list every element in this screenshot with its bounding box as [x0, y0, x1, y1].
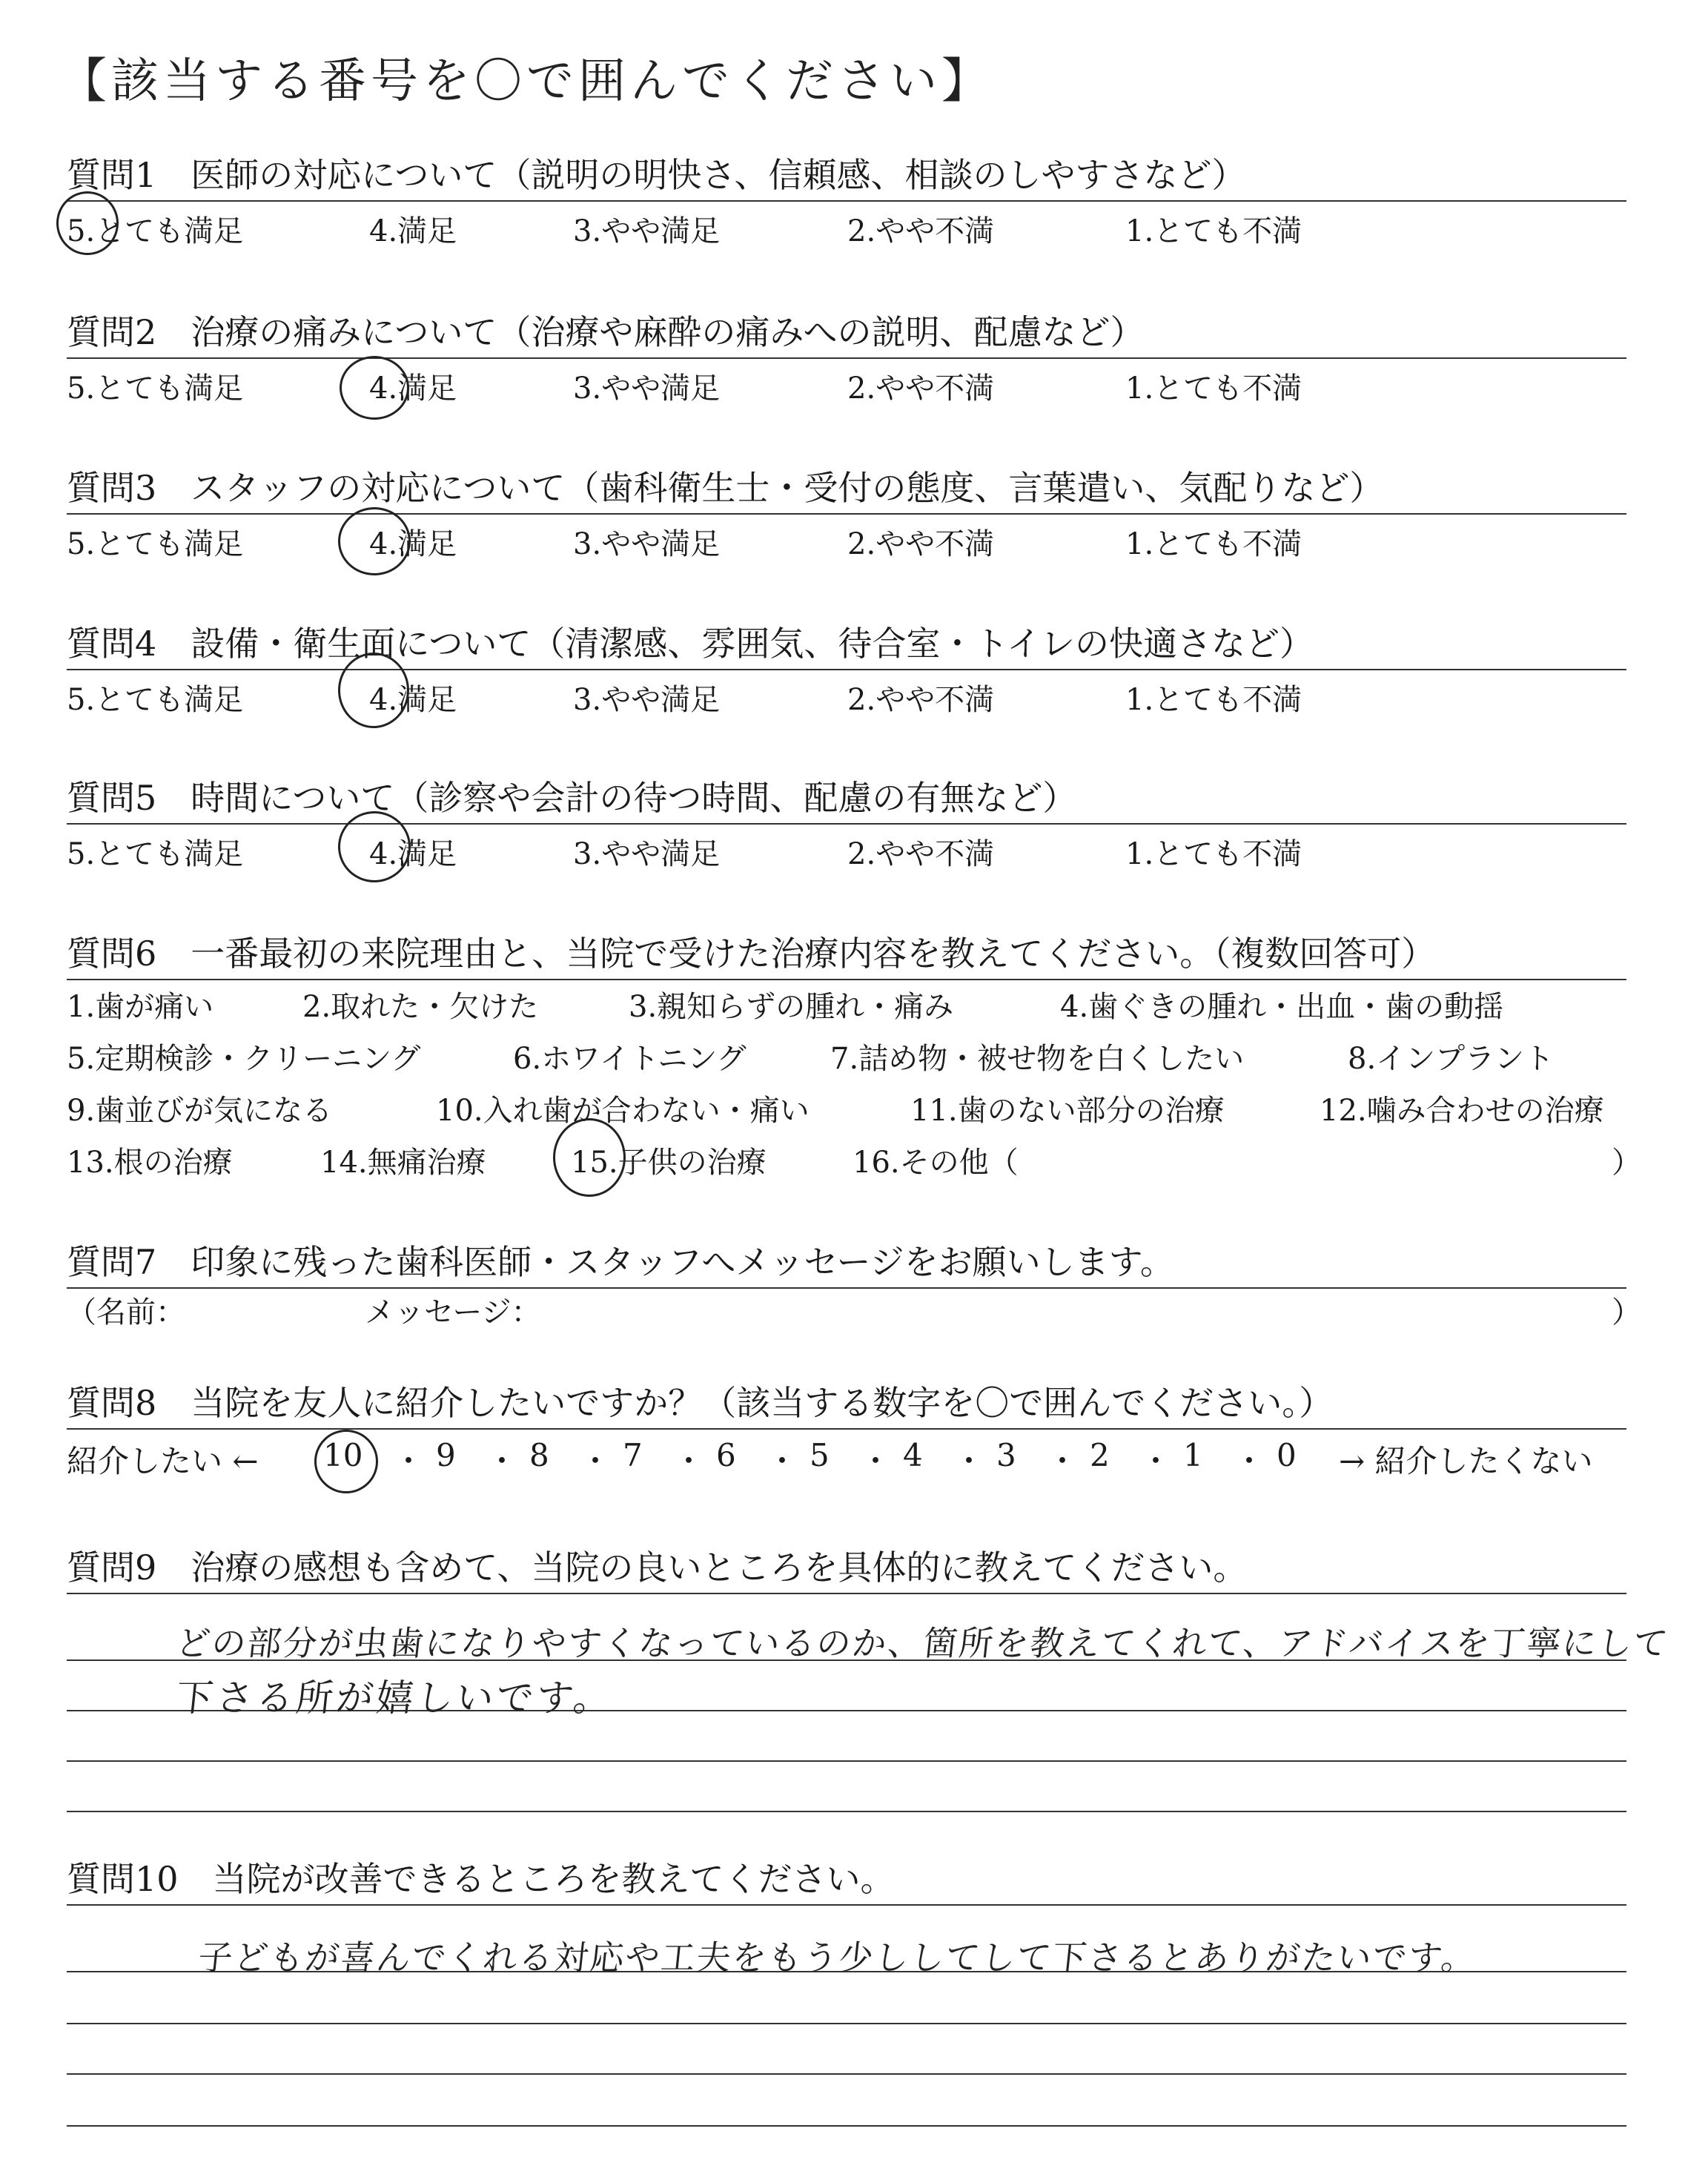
q3-option-5[interactable]: 5.とても満足 — [67, 527, 244, 561]
question-7-text: 質問7 印象に残った歯科医師・スタッフへメッセージをお願いします。 — [67, 1242, 1174, 1282]
question-5-text: 質問5 時間について（診察や会計の待つ時間、配慮の有無など） — [67, 778, 1077, 818]
q2-option-5[interactable]: 5.とても満足 — [67, 371, 244, 406]
q2-option-3[interactable]: 3.やや満足 — [573, 371, 721, 406]
question-6 — [67, 928, 1626, 980]
q7-close: ） — [1612, 1295, 1641, 1330]
question-1-text: 質問1 医師の対応について（説明の明快さ、信頼感、相談のしやすさなど） — [67, 155, 1246, 195]
question-1-rule — [67, 200, 1626, 202]
q8-scale-5[interactable]: 5 — [810, 1437, 830, 1473]
question-8 — [67, 1378, 1626, 1430]
q8-selection-circle — [314, 1430, 378, 1493]
q8-scale-10[interactable]: 10 — [323, 1437, 363, 1473]
q6-choice-6[interactable]: 6.ホワイトニング — [513, 1042, 747, 1076]
q8-scale-1[interactable]: 1 — [1183, 1437, 1203, 1473]
q8-scale-0[interactable]: 0 — [1277, 1437, 1297, 1473]
q6-choice-16[interactable]: 16.その他（ — [853, 1146, 1019, 1180]
q6-choice-10[interactable]: 10.入れ歯が合わない・痛い — [436, 1094, 810, 1128]
q9-answer-line — [67, 1811, 1626, 1812]
q8-right-label: → 紹介したくない — [1339, 1443, 1593, 1479]
q2-selection-circle — [340, 356, 409, 420]
q8-left-label: 紹介したい ← — [67, 1443, 259, 1479]
q6-choice-7[interactable]: 7.詰め物・被せ物を白くしたい — [830, 1042, 1245, 1076]
q8-scale-7[interactable]: 7 — [623, 1437, 643, 1473]
q6-other-close: ） — [1612, 1146, 1641, 1180]
question-4-text: 質問4 設備・衛生面について（清潔感、雰囲気、待合室・トイレの快適さなど） — [67, 624, 1314, 664]
question-8-text: 質問8 当院を友人に紹介したいですか？（該当する数字を〇で囲んでください。） — [67, 1383, 1334, 1423]
q6-choice-8[interactable]: 8.インプラント — [1348, 1042, 1555, 1076]
q8-scale-2[interactable]: 2 — [1090, 1437, 1110, 1473]
q8-scale-9[interactable]: 9 — [436, 1437, 456, 1473]
q6-selection-circle — [553, 1118, 626, 1197]
q8-scale-8[interactable]: 8 — [529, 1437, 549, 1473]
question-4 — [67, 618, 1626, 670]
q6-choice-12[interactable]: 12.噛み合わせの治療 — [1320, 1094, 1604, 1128]
q6-choice-11[interactable]: 11.歯のない部分の治療 — [910, 1094, 1225, 1128]
q8-scale-4[interactable]: 4 — [903, 1437, 923, 1473]
q8-sep: ・ — [953, 1443, 985, 1479]
q8-sep: ・ — [1047, 1443, 1079, 1479]
question-5 — [67, 773, 1626, 825]
q8-sep: ・ — [1140, 1443, 1172, 1479]
question-2 — [67, 307, 1626, 359]
q4-option-3[interactable]: 3.やや満足 — [573, 683, 721, 717]
q6-choice-5[interactable]: 5.定期検診・クリーニング — [67, 1042, 421, 1076]
q4-option-4[interactable]: 4.満足 — [369, 683, 457, 717]
q1-option-5[interactable]: 5.とても満足 — [67, 214, 244, 248]
question-4-rule — [67, 669, 1626, 670]
q7-name-label: （名前： — [67, 1295, 185, 1330]
q8-recommend-scale — [67, 1437, 1626, 1482]
q9-handwritten-answer-line-1: どの部分が虫歯になりやすくなっているのか、箇所を教えてくれて、アドバイスを丁寧にして — [173, 1623, 1672, 1663]
q1-option-1[interactable]: 1.とても不満 — [1125, 214, 1302, 248]
q5-option-5[interactable]: 5.とても満足 — [67, 837, 244, 871]
q6-choice-4[interactable]: 4.歯ぐきの腫れ・出血・歯の動揺 — [1060, 990, 1504, 1024]
page-title: 【該当する番号を〇で囲んでください】 — [59, 54, 993, 109]
q4-option-2[interactable]: 2.やや不満 — [847, 683, 995, 717]
q8-sep: ・ — [486, 1443, 518, 1479]
question-9 — [67, 1542, 1626, 1594]
q10-answer-line — [67, 2125, 1626, 2127]
question-6-text: 質問6 一番最初の来院理由と、当院で受けた治療内容を教えてください。（複数回答可） — [67, 934, 1436, 974]
q9-answer-line — [67, 1760, 1626, 1762]
question-3 — [67, 463, 1626, 515]
question-9-rule — [67, 1593, 1626, 1594]
q4-option-1[interactable]: 1.とても不満 — [1125, 683, 1302, 717]
question-5-rule — [67, 823, 1626, 825]
q6-choice-14[interactable]: 14.無痛治療 — [320, 1146, 486, 1180]
q6-choice-3[interactable]: 3.親知らずの腫れ・痛み — [629, 990, 954, 1024]
q3-selection-circle — [338, 507, 411, 575]
q2-option-4[interactable]: 4.満足 — [369, 371, 457, 406]
q6-choice-2[interactable]: 2.取れた・欠けた — [302, 990, 539, 1024]
q8-sep: ・ — [860, 1443, 892, 1479]
q3-option-1[interactable]: 1.とても不満 — [1125, 527, 1302, 561]
q1-option-3[interactable]: 3.やや満足 — [573, 214, 721, 248]
q8-sep: ・ — [1234, 1443, 1265, 1479]
question-9-text: 質問9 治療の感想も含めて、当院の良いところを具体的に教えてください。 — [67, 1548, 1248, 1588]
q5-option-3[interactable]: 3.やや満足 — [573, 837, 721, 871]
q2-option-1[interactable]: 1.とても不満 — [1125, 371, 1302, 406]
question-6-rule — [67, 979, 1626, 980]
q2-option-2[interactable]: 2.やや不満 — [847, 371, 995, 406]
question-3-rule — [67, 513, 1626, 515]
question-10 — [67, 1854, 1626, 1906]
q8-sep: ・ — [673, 1443, 705, 1479]
q3-option-4[interactable]: 4.満足 — [369, 527, 457, 561]
question-2-text: 質問2 治療の痛みについて（治療や麻酔の痛みへの説明、配慮など） — [67, 312, 1145, 352]
q8-sep: ・ — [580, 1443, 612, 1479]
q8-scale-3[interactable]: 3 — [996, 1437, 1016, 1473]
question-10-rule — [67, 1904, 1626, 1906]
q8-sep: ・ — [393, 1443, 425, 1479]
q10-answer-line — [67, 2023, 1626, 2024]
q5-selection-circle — [338, 811, 411, 882]
q9-handwritten-answer-line-2: 下さる所が嬉しいです。 — [173, 1677, 616, 1720]
q3-option-2[interactable]: 2.やや不満 — [847, 527, 995, 561]
question-10-text: 質問10 当院が改善できるところを教えてください。 — [67, 1859, 895, 1899]
question-7-rule — [67, 1287, 1626, 1289]
q5-option-1[interactable]: 1.とても不満 — [1125, 837, 1302, 871]
q1-selection-circle — [56, 191, 119, 255]
q1-option-4[interactable]: 4.満足 — [369, 214, 457, 248]
q1-option-2[interactable]: 2.やや不満 — [847, 214, 995, 248]
question-8-rule — [67, 1428, 1626, 1430]
question-3-text: 質問3 スタッフの対応について（歯科衛生士・受付の態度、言葉遣い、気配りなど） — [67, 468, 1384, 508]
question-7 — [67, 1237, 1626, 1289]
question-1 — [67, 150, 1626, 202]
q7-message-label: メッセージ： — [365, 1295, 541, 1330]
q6-choice-15[interactable]: 15.子供の治療 — [571, 1146, 767, 1180]
q8-scale-6[interactable]: 6 — [716, 1437, 736, 1473]
q6-choice-1[interactable]: 1.歯が痛い — [67, 990, 214, 1024]
q4-option-5[interactable]: 5.とても満足 — [67, 683, 244, 717]
q8-sep: ・ — [767, 1443, 798, 1479]
question-2-rule — [67, 357, 1626, 359]
q5-option-4[interactable]: 4.満足 — [369, 837, 457, 871]
q5-option-2[interactable]: 2.やや不満 — [847, 837, 995, 871]
q10-handwritten-answer: 子どもが喜んでくれる対応や工夫をもう少ししてして下さるとありがたいです。 — [196, 1938, 1479, 1978]
q6-choice-13[interactable]: 13.根の治療 — [67, 1146, 233, 1180]
q3-option-3[interactable]: 3.やや満足 — [573, 527, 721, 561]
q10-answer-line — [67, 2073, 1626, 2075]
q4-selection-circle — [338, 653, 409, 728]
q6-choice-9[interactable]: 9.歯並びが気になる — [67, 1094, 333, 1128]
